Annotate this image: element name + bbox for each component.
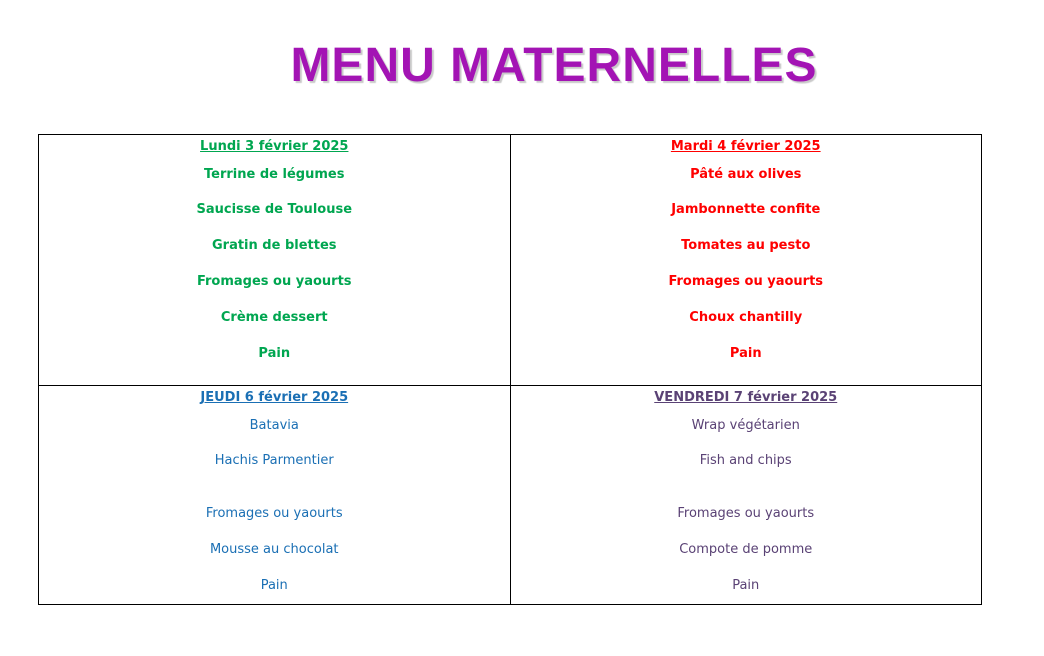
blank-line xyxy=(39,479,510,496)
menu-row-top xyxy=(39,135,982,386)
day-title-vendredi: VENDREDI 7 février 2025 xyxy=(654,390,838,405)
dish-vendredi-dessert: Compote de pomme xyxy=(679,542,813,557)
menu-table xyxy=(38,134,982,605)
day-title-mardi: Mardi 4 février 2025 xyxy=(670,139,821,154)
dish-jeudi-starter: Batavia xyxy=(249,418,299,433)
dish-mardi-dairy: Fromages ou yaourts xyxy=(668,274,824,289)
dish-vendredi-dairy: Fromages ou yaourts xyxy=(677,506,815,521)
day-cell-mardi xyxy=(510,135,982,386)
dish-mardi-starter: Pâté aux olives xyxy=(690,167,802,182)
dish-mardi-main: Jambonnette confite xyxy=(671,202,821,217)
dish-lundi-side: Gratin de blettes xyxy=(211,238,337,253)
dish-mardi-bread: Pain xyxy=(729,346,762,361)
dish-mardi-side: Tomates au pesto xyxy=(681,238,811,253)
dish-jeudi-dessert: Mousse au chocolat xyxy=(209,542,339,557)
day-cell-jeudi xyxy=(39,386,511,605)
blank-line xyxy=(511,479,982,496)
dish-vendredi-bread: Pain xyxy=(732,578,760,593)
menu-row-bottom xyxy=(39,386,982,605)
day-cell-vendredi xyxy=(510,386,982,605)
dish-lundi-main: Saucisse de Toulouse xyxy=(196,202,353,217)
dish-jeudi-bread: Pain xyxy=(260,578,288,593)
day-cell-lundi xyxy=(39,135,511,386)
day-title-lundi: Lundi 3 février 2025 xyxy=(200,139,349,154)
dish-mardi-dessert: Choux chantilly xyxy=(689,310,803,325)
day-title-jeudi: JEUDI 6 février 2025 xyxy=(200,390,349,405)
dish-lundi-starter: Terrine de légumes xyxy=(204,167,345,182)
dish-vendredi-main: Fish and chips xyxy=(699,453,792,468)
dish-lundi-dairy: Fromages ou yaourts xyxy=(196,274,352,289)
dish-lundi-dessert: Crème dessert xyxy=(220,310,328,325)
dish-jeudi-dairy: Fromages ou yaourts xyxy=(205,506,343,521)
dish-lundi-bread: Pain xyxy=(258,346,291,361)
dish-jeudi-main: Hachis Parmentier xyxy=(214,453,334,468)
page-title: MENU MATERNELLES xyxy=(290,39,818,92)
dish-vendredi-starter: Wrap végétarien xyxy=(691,418,800,433)
